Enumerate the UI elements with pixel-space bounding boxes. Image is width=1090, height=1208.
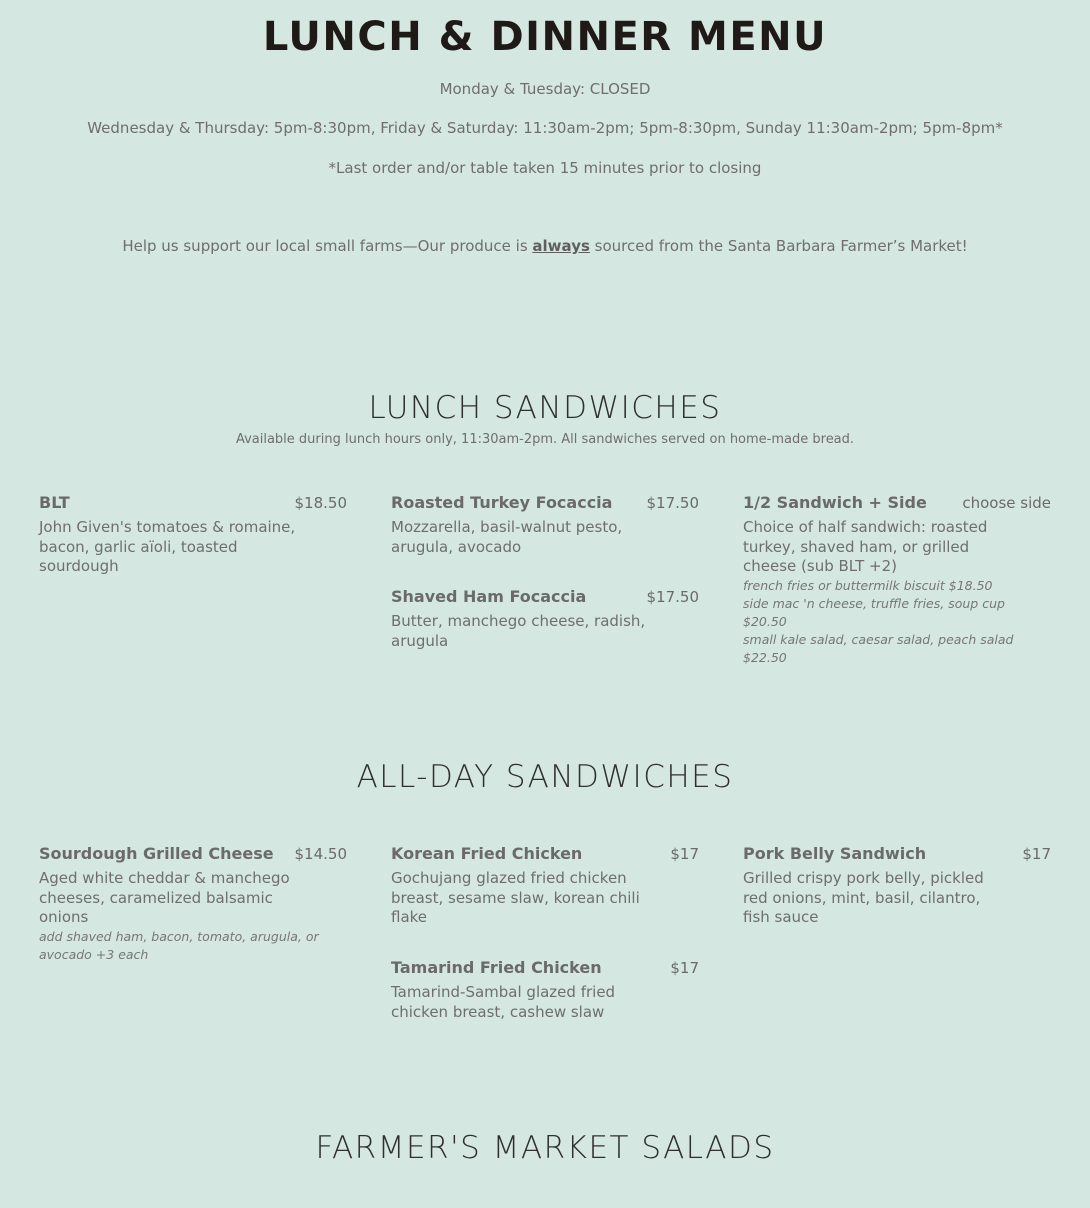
item-description: Butter, manchego cheese, radish, arugula <box>391 612 646 650</box>
side-option: small kale salad, caesar salad, peach salad $22.50 <box>743 631 1014 665</box>
item-description: Gochujang glazed fried chicken breast, sesame slaw, korean chili flake <box>391 869 640 926</box>
farmers-market-salads-title: FARMER'S MARKET SALADS <box>315 1130 775 1166</box>
farm-support-text-after: sourced from the Santa Barbara Farmer’s Market! <box>589 237 968 255</box>
item-name: BLT <box>39 493 70 512</box>
farm-support-text-before: Help us support our local small farms—Our produce is <box>122 237 533 255</box>
item-description: Mozzarella, basil-walnut pesto, arugula, avocado <box>391 518 623 556</box>
item-description: John Given's tomatoes & romaine, bacon, garlic aïoli, toasted sourdough <box>39 518 296 575</box>
menu-item-half-sandwich-side <box>743 493 1051 667</box>
side-option: french fries or buttermilk biscuit $18.50 <box>743 577 993 593</box>
side-option: side mac 'n cheese, truffle fries, soup cup $20.50 <box>743 595 1005 629</box>
item-name: Roasted Turkey Focaccia <box>391 493 613 512</box>
item-description: Grilled crispy pork belly, pickled red onions, mint, basil, cilantro, fish sauce <box>743 869 984 926</box>
lunch-sandwiches-title: LUNCH SANDWICHES <box>368 390 722 426</box>
item-price: choose side <box>962 494 1051 512</box>
farm-support-note <box>0 237 1090 255</box>
item-price: $17 <box>1022 845 1051 863</box>
item-name: Shaved Ham Focaccia <box>391 587 587 606</box>
item-description: Choice of half sandwich: roasted turkey, shaved ham, or grilled cheese (sub BLT +2) <box>743 518 988 575</box>
item-price: $17.50 <box>646 588 699 606</box>
item-price: $17.50 <box>646 494 699 512</box>
item-name: 1/2 Sandwich + Side <box>743 493 927 512</box>
lunch-sandwiches-subtitle: Available during lunch hours only, 11:30am-2pm. All sandwiches served on home-made bread. <box>235 432 855 447</box>
menu-item-tamarind-fried-chicken <box>391 958 699 1022</box>
hours-closed: Monday & Tuesday: CLOSED <box>439 80 651 98</box>
item-name: Korean Fried Chicken <box>391 844 583 863</box>
page-title: LUNCH & DINNER MENU <box>262 14 828 60</box>
menu-item-blt <box>39 493 347 577</box>
item-name: Tamarind Fried Chicken <box>391 958 602 977</box>
menu-item-pork-belly-sandwich <box>743 844 1051 928</box>
last-order-note: *Last order and/or table taken 15 minutes prior to closing <box>328 159 762 177</box>
item-name: Sourdough Grilled Cheese <box>39 844 274 863</box>
add-on-note: add shaved ham, bacon, tomato, arugula, or avocado +3 each <box>39 928 319 962</box>
item-name: Pork Belly Sandwich <box>743 844 927 863</box>
hours-open: Wednesday & Thursday: 5pm-8:30pm, Friday & Saturday: 11:30am-2pm; 5pm-8:30pm, Sunday 11:30am-2pm; 5pm-8pm* <box>87 119 1003 137</box>
menu-item-sourdough-grilled-cheese <box>39 844 347 964</box>
item-price: $17 <box>670 959 699 977</box>
item-price: $14.50 <box>294 845 347 863</box>
item-description: Tamarind-Sambal glazed fried chicken breast, cashew slaw <box>391 983 616 1021</box>
item-description: Aged white cheddar & manchego cheeses, caramelized balsamic onions <box>39 869 290 926</box>
menu-item-roasted-turkey-focaccia <box>391 493 699 557</box>
all-day-sandwiches-title: ALL-DAY SANDWICHES <box>356 759 734 795</box>
item-price: $17 <box>670 845 699 863</box>
item-price: $18.50 <box>294 494 347 512</box>
always-emphasis: always <box>532 237 590 255</box>
menu-item-shaved-ham-focaccia <box>391 587 699 651</box>
menu-item-korean-fried-chicken <box>391 844 699 928</box>
